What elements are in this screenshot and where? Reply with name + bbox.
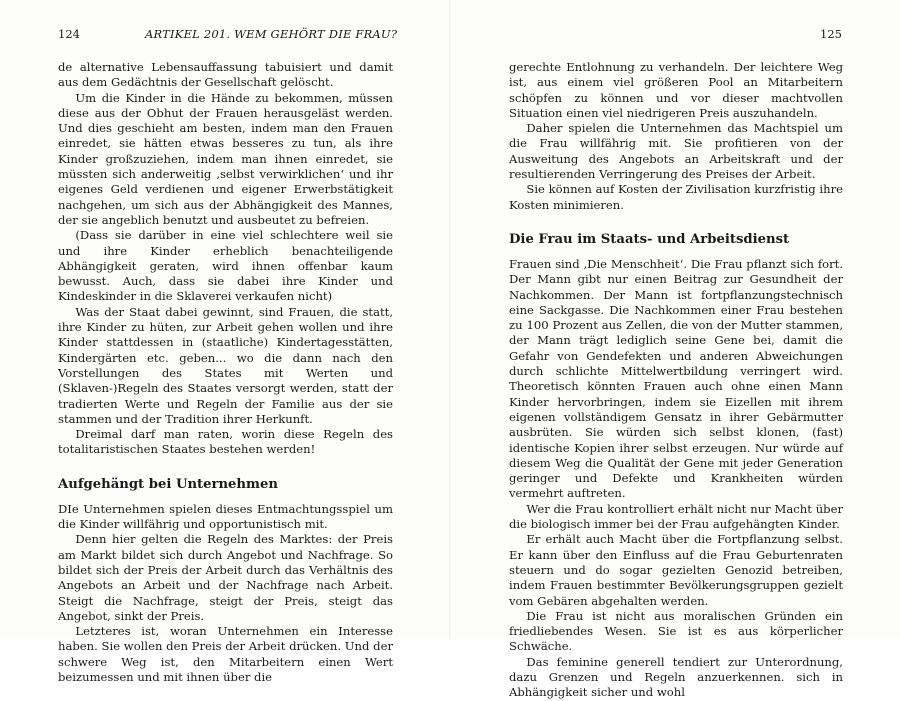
right-page-number: 125 — [820, 27, 842, 41]
paragraph: Dreimal darf man raten, worin diese Regeln des totalitaristischen Staates bestehen werden! — [58, 427, 393, 457]
left-page-number: 124 — [58, 27, 80, 41]
paragraph: (Dass sie darüber in eine viel schlechtere weil sie und ihre Kinder erheblich benachteiligende Abhängigkeit geraten, wird ihnen offenbar kaum bewusst. Auch, dass sie dabei ihre Kinder und Kindeskinder in die Sklaverei verkaufen nicht) — [58, 228, 393, 304]
paragraph: gerechte Entlohnung zu verhandeln. Der leichtere Weg ist, aus einem viel größeren Pool an Mitarbeitern schöpfen zu können und vor dieser machtvollen Situation einen viel niedrigeren Preis auszuhandeln. — [509, 60, 843, 120]
paragraph: Was der Staat dabei gewinnt, sind Frauen, die statt, ihre Kinder zu hüten, zur Arbeit gehen wollen und ihre Kinder stattdessen in (staatliche) Kindertagesstätten, Kindergärten etc. geben... wo die dann nach den Vorstellungen des States mit Werten und (Sklaven-)Regeln des Staates versorgt werden, statt der tradierten Werte und Regeln der Familie aus der sie stammen und der Tradition ihrer Herkunft. — [58, 304, 393, 426]
paragraph: Daher spielen die Unternehmen das Machtspiel um die Frau willfährig mit. Sie profitieren von der Ausweitung des Angebots an Arbeitskraft und der resultierenden Verringerung des Preises der Arbeit. — [509, 121, 843, 182]
right-page-body — [509, 60, 843, 701]
right-page — [450, 0, 900, 700]
section-heading: Aufgehängt bei Unternehmen — [58, 476, 278, 492]
paragraph: Die Frau ist nicht aus moralischen Gründen ein friedliebendes Wesen. Sie ist es aus körperlicher Schwäche. — [509, 608, 843, 654]
paragraph: Letzteres ist, woran Unternehmen ein Interesse haben. Sie wollen den Preis der Arbeit drücken. Und der schwere Weg ist, den Mitarbeitern einen Wert beizumessen und mit ihnen über die — [58, 624, 393, 684]
paragraph: Denn hier gelten die Regeln des Marktes: der Preis am Markt bildet sich durch Angebot und Nachfrage. So bildet sich der Preis der Arbeit durch das Verhältnis des Angebots an Arbeit und der Nachfrage nach Arbeit. Steigt die Nachfrage, steigt der Preis, steigt das Angebot, sinkt der Preis. — [58, 532, 393, 623]
paragraph: DIe Unternehmen spielen dieses Entmachtungsspiel um die Kinder willfährig und opportunistisch mit. — [58, 501, 393, 532]
section-heading: Die Frau im Staats- und Arbeitsdienst — [509, 231, 790, 247]
left-page — [0, 0, 450, 684]
paragraph: Das feminine generell tendiert zur Unterordnung, dazu Grenzen und Regeln anzuerkennen. sich in Abhängigkeit sicher und wohl — [509, 654, 843, 700]
paragraph: Er erhält auch Macht über die Fortpflanzung selbst. Er kann über den Einfluss auf die Frau Geburtenraten steuern und do sogar gezielten Genozid betreiben, indem Frauen bestimmter Bevölkerungsgruppen gezielt vom Gebären abgehalten werden. — [509, 532, 843, 608]
paragraph: Sie können auf Kosten der Zivilisation kurzfristig ihre Kosten minimieren. — [509, 182, 843, 212]
paragraph: Frauen sind ‚Die Menschheit‘. Die Frau pflanzt sich fort. Der Mann gibt nur einen Beitrag zur Gesundheit der Nachkommen. Der Mann ist fortpflanzungstechnisch eine Sackgasse. Die Nachkommen einer Frau bestehen zu 100 Prozent aus Zellen, die von der Mutter stammen, der Mann trägt lediglich seine Gene bei, damit die Gefahr von Gendefekten und anderen Abweichungen durch schlichte Mittelwertbildung verringert wird. Theoretisch könnten Frauen auch ohne einen Mann Kinder hervorbringen, indem sie Eizellen mit ihrem eigenen vollständigem Gensatz in ihrer Gebärmutter ausbrüten. Sie würden sich selbst klonen, (fast) identische Kopien ihrer selbst erzeugen. Nur würde auf diesem Weg die Qualität der Gene mit jeder Generation geringer und Defekte und Krankheiten würden vermehrt auftreten. — [509, 256, 843, 501]
paragraph: de alternative Lebensauffassung tabuisiert und damit aus dem Gedächtnis der Gesellschaft gelöscht. — [58, 60, 393, 90]
left-page-body — [58, 60, 393, 685]
paragraph: Um die Kinder in die Hände zu bekommen, müssen diese aus der Obhut der Frauen herausgeläst werden. Und dies geschieht am besten, indem man den Frauen einredet, sie hätten etwas besseres zu tun, als ihre Kinder großzuziehen, indem man ihnen einredet, sie müssten sich anderweitig ‚selbst verwirklichen‘ und ihr eigenes Geld verdienen und eigener Erwerbstätigkeit nachgehen, um sich aus der Abhängigkeit des Mannes, der sie angeblich benutzt und ausbeutet zu befreien. — [58, 90, 393, 227]
running-head: ARTIKEL 201. WEM GEHÖRT DIE FRAU? — [145, 27, 398, 41]
paragraph: Wer die Frau kontrolliert erhält nicht nur Macht über die biologisch immer bei der Frau aufgehängten Kinder. — [509, 501, 843, 532]
